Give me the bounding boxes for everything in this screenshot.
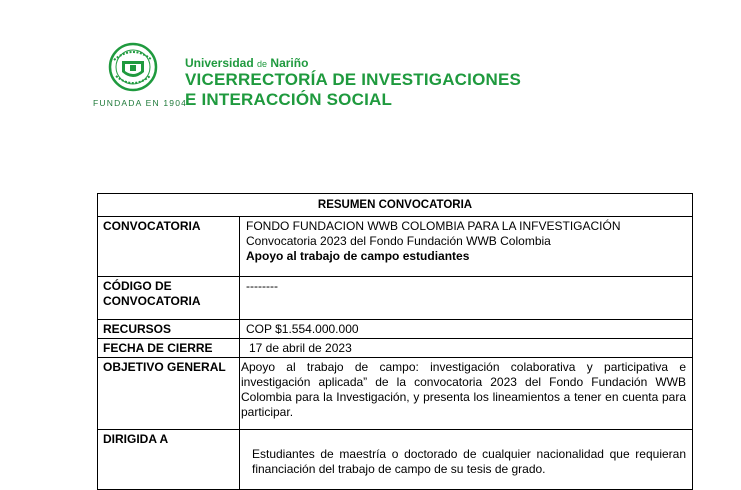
table-row: [98, 320, 693, 339]
row-label-fecha-cierre: FECHA DE CIERRE: [98, 339, 240, 358]
summary-title: RESUMEN CONVOCATORIA: [98, 194, 693, 217]
vice-rectory-title-line1: VICERRECTORÍA DE INVESTIGACIONES: [185, 70, 522, 89]
convocatoria-edition: Convocatoria 2023 del Fondo Fundación WWB Colombia: [246, 234, 551, 248]
convocatoria-name: FONDO FUNDACION WWB COLOMBIA PARA LA INFVESTIGACIÓN: [246, 219, 621, 233]
summary-title-row: [98, 194, 693, 217]
convocatoria-subtitle: Apoyo al trabajo de campo estudiantes: [246, 249, 470, 263]
row-value-codigo: --------: [240, 277, 693, 320]
row-value-recursos: COP $1.554.000.000: [240, 320, 693, 339]
table-row: [98, 339, 693, 358]
vice-rectory-title-line2: E INTERACCIÓN SOCIAL: [185, 90, 393, 109]
row-value-dirigida: [240, 430, 693, 490]
university-name: Universidad de Nariño: [185, 56, 309, 70]
row-label-recursos: RECURSOS: [98, 320, 240, 339]
row-value-fecha-cierre: 17 de abril de 2023: [240, 339, 693, 358]
university-seal-icon: [108, 42, 158, 94]
dirigida-text: Estudiantes de maestría o doctorado de cualquier nacionalidad que requieran financiación del trabajo de campo de su tesis de grado.: [252, 447, 687, 476]
table-row: [98, 358, 693, 430]
row-value-convocatoria: [240, 217, 693, 277]
row-label-dirigida: DIRIGIDA A: [98, 430, 240, 490]
institution-header: [93, 42, 522, 112]
row-label-convocatoria: CONVOCATORIA: [98, 217, 240, 277]
founded-year: FUNDADA EN 1904: [93, 98, 188, 108]
table-row: [98, 430, 693, 490]
row-label-objetivo: OBJETIVO GENERAL: [98, 358, 240, 430]
row-value-objetivo: Apoyo al trabajo de campo: investigación colaborativa y participativa e investigación aplicada” de la convocatoria 2023 del Fondo Fundación WWB Colombia para la Investigación, y presenta los lineamientos a tener en cuenta para participar.: [240, 358, 693, 430]
summary-table: [97, 193, 693, 490]
table-row: [98, 277, 693, 320]
table-row: [98, 217, 693, 277]
row-label-codigo: CÓDIGO DE CONVOCATORIA: [98, 277, 240, 320]
